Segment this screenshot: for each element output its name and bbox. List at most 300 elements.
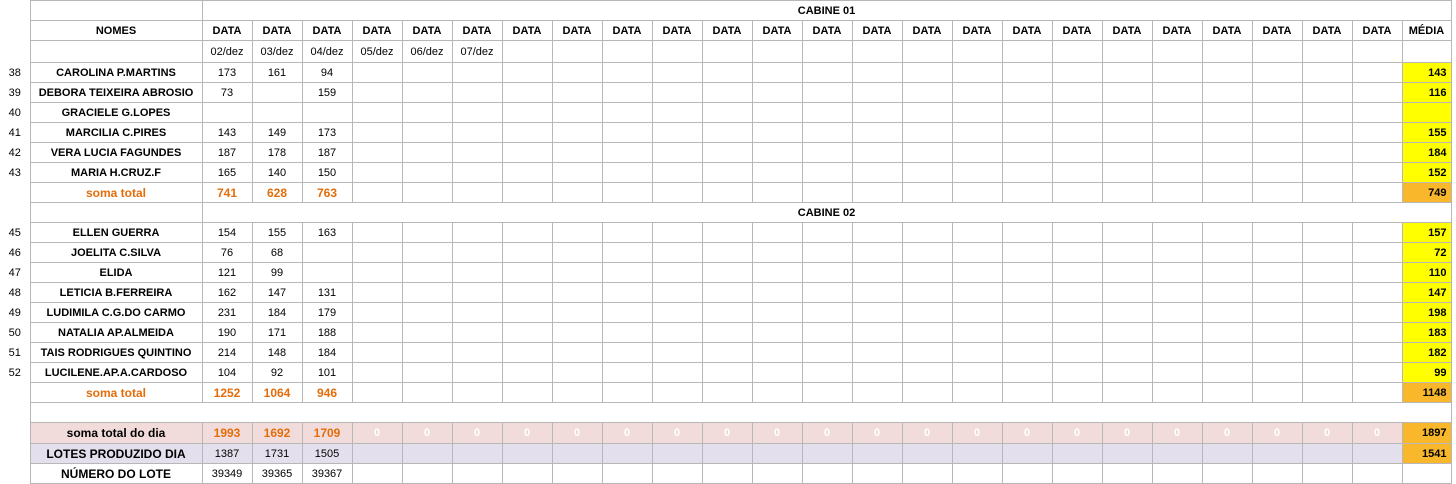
zero-value[interactable]: 0	[452, 183, 502, 203]
numero-lote-value[interactable]	[1202, 464, 1252, 484]
lotes-value[interactable]	[1352, 444, 1402, 464]
numero-lote-value[interactable]	[802, 464, 852, 484]
lotes-value[interactable]: 1505	[302, 444, 352, 464]
value-cell[interactable]	[652, 143, 702, 163]
value-cell[interactable]	[1052, 163, 1102, 183]
total-value[interactable]: 1064	[252, 383, 302, 403]
value-cell[interactable]	[752, 143, 802, 163]
value-cell[interactable]	[552, 283, 602, 303]
zero-value[interactable]: 0	[1152, 383, 1202, 403]
value-cell[interactable]	[802, 243, 852, 263]
value-cell[interactable]	[1252, 83, 1302, 103]
media-cell[interactable]: 198	[1402, 303, 1451, 323]
value-cell[interactable]	[1202, 303, 1252, 323]
value-cell[interactable]	[602, 363, 652, 383]
value-cell[interactable]	[702, 243, 752, 263]
value-cell[interactable]	[1352, 283, 1402, 303]
value-cell[interactable]	[602, 283, 652, 303]
value-cell[interactable]	[1202, 163, 1252, 183]
total-value[interactable]: 741	[202, 183, 252, 203]
value-cell[interactable]	[902, 63, 952, 83]
date-cell[interactable]	[652, 41, 702, 63]
value-cell[interactable]: 178	[252, 143, 302, 163]
media-total[interactable]: 1148	[1402, 383, 1451, 403]
value-cell[interactable]	[502, 303, 552, 323]
value-cell[interactable]: 173	[202, 63, 252, 83]
value-cell[interactable]	[652, 343, 702, 363]
value-cell[interactable]	[802, 143, 852, 163]
value-cell[interactable]	[1052, 243, 1102, 263]
value-cell[interactable]	[402, 263, 452, 283]
zero-value[interactable]: 0	[852, 183, 902, 203]
value-cell[interactable]	[552, 143, 602, 163]
zero-value[interactable]: 0	[852, 423, 902, 444]
value-cell[interactable]	[1152, 283, 1202, 303]
value-cell[interactable]: 121	[202, 263, 252, 283]
value-cell[interactable]	[552, 63, 602, 83]
person-name[interactable]: ELIDA	[30, 263, 202, 283]
value-cell[interactable]	[752, 343, 802, 363]
value-cell[interactable]	[1152, 103, 1202, 123]
lotes-value[interactable]	[852, 444, 902, 464]
zero-value[interactable]: 0	[1052, 383, 1102, 403]
zero-value[interactable]: 0	[1252, 383, 1302, 403]
zero-value[interactable]: 0	[602, 183, 652, 203]
person-name[interactable]: LUCILENE.AP.A.CARDOSO	[30, 363, 202, 383]
value-cell[interactable]	[1202, 123, 1252, 143]
value-cell[interactable]	[802, 83, 852, 103]
value-cell[interactable]	[1102, 123, 1152, 143]
value-cell[interactable]	[1252, 223, 1302, 243]
value-cell[interactable]	[702, 343, 752, 363]
person-name[interactable]: ELLEN GUERRA	[30, 223, 202, 243]
value-cell[interactable]	[352, 63, 402, 83]
zero-value[interactable]: 0	[502, 183, 552, 203]
value-cell[interactable]	[752, 283, 802, 303]
value-cell[interactable]	[352, 343, 402, 363]
value-cell[interactable]	[1202, 343, 1252, 363]
total-value[interactable]: 1252	[202, 383, 252, 403]
value-cell[interactable]	[852, 283, 902, 303]
value-cell[interactable]: 187	[202, 143, 252, 163]
zero-value[interactable]: 0	[1052, 423, 1102, 444]
value-cell[interactable]	[852, 103, 902, 123]
value-cell[interactable]	[602, 323, 652, 343]
value-cell[interactable]	[1152, 303, 1202, 323]
value-cell[interactable]	[652, 63, 702, 83]
value-cell[interactable]	[602, 83, 652, 103]
value-cell[interactable]	[1152, 323, 1202, 343]
numero-lote-value[interactable]	[502, 464, 552, 484]
person-name[interactable]: LETICIA B.FERREIRA	[30, 283, 202, 303]
value-cell[interactable]	[1102, 363, 1152, 383]
value-cell[interactable]	[1202, 223, 1252, 243]
zero-value[interactable]: 0	[1252, 183, 1302, 203]
zero-value[interactable]: 0	[1102, 423, 1152, 444]
value-cell[interactable]	[1002, 243, 1052, 263]
numero-lote-value[interactable]	[352, 464, 402, 484]
zero-value[interactable]: 0	[702, 183, 752, 203]
value-cell[interactable]	[1302, 63, 1352, 83]
value-cell[interactable]: 92	[252, 363, 302, 383]
value-cell[interactable]	[952, 343, 1002, 363]
value-cell[interactable]	[752, 103, 802, 123]
media-cell[interactable]: 183	[1402, 323, 1451, 343]
zero-value[interactable]: 0	[452, 423, 502, 444]
value-cell[interactable]	[1052, 263, 1102, 283]
value-cell[interactable]	[1102, 283, 1152, 303]
soma-dia-value[interactable]: 1993	[202, 423, 252, 444]
value-cell[interactable]	[402, 223, 452, 243]
value-cell[interactable]: 190	[202, 323, 252, 343]
value-cell[interactable]	[1152, 363, 1202, 383]
date-cell[interactable]: 04/dez	[302, 41, 352, 63]
value-cell[interactable]	[602, 163, 652, 183]
value-cell[interactable]	[652, 83, 702, 103]
value-cell[interactable]: 73	[202, 83, 252, 103]
value-cell[interactable]	[602, 63, 652, 83]
value-cell[interactable]	[1152, 163, 1202, 183]
zero-value[interactable]: 0	[552, 383, 602, 403]
numero-lote-value[interactable]	[1052, 464, 1102, 484]
value-cell[interactable]	[1352, 323, 1402, 343]
date-cell[interactable]: 07/dez	[452, 41, 502, 63]
value-cell[interactable]	[1302, 103, 1352, 123]
value-cell[interactable]	[452, 223, 502, 243]
zero-value[interactable]: 0	[1152, 423, 1202, 444]
value-cell[interactable]	[1052, 143, 1102, 163]
value-cell[interactable]	[852, 83, 902, 103]
value-cell[interactable]	[352, 143, 402, 163]
value-cell[interactable]	[1002, 123, 1052, 143]
value-cell[interactable]	[352, 103, 402, 123]
zero-value[interactable]: 0	[1202, 383, 1252, 403]
value-cell[interactable]	[952, 143, 1002, 163]
zero-value[interactable]: 0	[352, 383, 402, 403]
value-cell[interactable]	[902, 103, 952, 123]
value-cell[interactable]	[652, 223, 702, 243]
value-cell[interactable]	[202, 103, 252, 123]
value-cell[interactable]	[1002, 223, 1052, 243]
person-name[interactable]: GRACIELE G.LOPES	[30, 103, 202, 123]
value-cell[interactable]	[902, 123, 952, 143]
value-cell[interactable]	[502, 143, 552, 163]
numero-lote-value[interactable]: 39349	[202, 464, 252, 484]
date-cell[interactable]	[1202, 41, 1252, 63]
lotes-value[interactable]	[1102, 444, 1152, 464]
numero-lote-value[interactable]	[1152, 464, 1202, 484]
value-cell[interactable]	[552, 123, 602, 143]
value-cell[interactable]	[652, 123, 702, 143]
value-cell[interactable]	[552, 103, 602, 123]
value-cell[interactable]	[1302, 303, 1352, 323]
numero-lote-value[interactable]	[902, 464, 952, 484]
value-cell[interactable]	[652, 243, 702, 263]
lotes-value[interactable]: 1387	[202, 444, 252, 464]
value-cell[interactable]	[502, 263, 552, 283]
value-cell[interactable]	[652, 323, 702, 343]
value-cell[interactable]	[1202, 103, 1252, 123]
lotes-value[interactable]	[402, 444, 452, 464]
value-cell[interactable]	[552, 243, 602, 263]
value-cell[interactable]	[1352, 263, 1402, 283]
value-cell[interactable]	[402, 343, 452, 363]
value-cell[interactable]	[902, 163, 952, 183]
value-cell[interactable]	[352, 363, 402, 383]
zero-value[interactable]: 0	[752, 183, 802, 203]
value-cell[interactable]	[402, 243, 452, 263]
value-cell[interactable]	[552, 263, 602, 283]
value-cell[interactable]	[1302, 363, 1352, 383]
value-cell[interactable]	[1052, 323, 1102, 343]
value-cell[interactable]	[552, 83, 602, 103]
zero-value[interactable]: 0	[1302, 183, 1352, 203]
value-cell[interactable]	[902, 263, 952, 283]
value-cell[interactable]	[1352, 143, 1402, 163]
value-cell[interactable]	[1302, 223, 1352, 243]
value-cell[interactable]	[452, 103, 502, 123]
zero-value[interactable]: 0	[1102, 183, 1152, 203]
numero-lote-value[interactable]	[652, 464, 702, 484]
zero-value[interactable]: 0	[752, 423, 802, 444]
value-cell[interactable]	[752, 63, 802, 83]
value-cell[interactable]	[1102, 103, 1152, 123]
zero-value[interactable]: 0	[652, 423, 702, 444]
value-cell[interactable]	[1202, 243, 1252, 263]
value-cell[interactable]	[352, 243, 402, 263]
value-cell[interactable]	[1002, 283, 1052, 303]
lotes-value[interactable]	[1002, 444, 1052, 464]
numero-lote-value[interactable]	[402, 464, 452, 484]
value-cell[interactable]	[402, 303, 452, 323]
value-cell[interactable]	[1152, 63, 1202, 83]
value-cell[interactable]	[552, 303, 602, 323]
value-cell[interactable]	[952, 123, 1002, 143]
value-cell[interactable]	[752, 243, 802, 263]
lotes-value[interactable]	[902, 444, 952, 464]
value-cell[interactable]	[952, 323, 1002, 343]
lotes-value[interactable]	[352, 444, 402, 464]
person-name[interactable]: CAROLINA P.MARTINS	[30, 63, 202, 83]
value-cell[interactable]	[452, 163, 502, 183]
value-cell[interactable]: 184	[302, 343, 352, 363]
value-cell[interactable]	[502, 323, 552, 343]
value-cell[interactable]	[852, 343, 902, 363]
date-cell[interactable]	[1152, 41, 1202, 63]
zero-value[interactable]: 0	[1302, 423, 1352, 444]
date-cell[interactable]: 05/dez	[352, 41, 402, 63]
value-cell[interactable]	[902, 283, 952, 303]
value-cell[interactable]	[852, 303, 902, 323]
zero-value[interactable]: 0	[752, 383, 802, 403]
numero-lote-value[interactable]	[1302, 464, 1352, 484]
zero-value[interactable]: 0	[1052, 183, 1102, 203]
value-cell[interactable]	[1352, 83, 1402, 103]
value-cell[interactable]	[652, 263, 702, 283]
value-cell[interactable]: 159	[302, 83, 352, 103]
lotes-value[interactable]	[1052, 444, 1102, 464]
value-cell[interactable]	[502, 343, 552, 363]
value-cell[interactable]	[1302, 123, 1352, 143]
value-cell[interactable]	[1002, 343, 1052, 363]
media-total[interactable]: 749	[1402, 183, 1451, 203]
value-cell[interactable]	[1152, 223, 1202, 243]
value-cell[interactable]	[452, 83, 502, 103]
media-cell[interactable]: 182	[1402, 343, 1451, 363]
numero-lote-value[interactable]	[1252, 464, 1302, 484]
value-cell[interactable]	[402, 123, 452, 143]
value-cell[interactable]	[1252, 63, 1302, 83]
numero-lote-value[interactable]	[1002, 464, 1052, 484]
value-cell[interactable]	[1252, 343, 1302, 363]
zero-value[interactable]: 0	[702, 383, 752, 403]
value-cell[interactable]	[1152, 83, 1202, 103]
lotes-value[interactable]	[802, 444, 852, 464]
value-cell[interactable]	[602, 303, 652, 323]
person-name[interactable]: JOELITA C.SILVA	[30, 243, 202, 263]
value-cell[interactable]	[1052, 343, 1102, 363]
lotes-value[interactable]	[1152, 444, 1202, 464]
value-cell[interactable]	[852, 323, 902, 343]
value-cell[interactable]	[652, 363, 702, 383]
numero-lote-value[interactable]	[552, 464, 602, 484]
value-cell[interactable]	[352, 323, 402, 343]
value-cell[interactable]	[1102, 83, 1152, 103]
value-cell[interactable]: 148	[252, 343, 302, 363]
zero-value[interactable]: 0	[1002, 183, 1052, 203]
person-name[interactable]: MARCILIA C.PIRES	[30, 123, 202, 143]
value-cell[interactable]	[1152, 243, 1202, 263]
value-cell[interactable]	[902, 363, 952, 383]
value-cell[interactable]	[952, 363, 1002, 383]
value-cell[interactable]	[802, 303, 852, 323]
zero-value[interactable]: 0	[1202, 183, 1252, 203]
value-cell[interactable]	[1352, 363, 1402, 383]
person-name[interactable]: LUDIMILA C.G.DO CARMO	[30, 303, 202, 323]
numero-lote-value[interactable]	[752, 464, 802, 484]
value-cell[interactable]	[952, 243, 1002, 263]
value-cell[interactable]	[352, 263, 402, 283]
value-cell[interactable]	[752, 263, 802, 283]
value-cell[interactable]	[502, 83, 552, 103]
value-cell[interactable]	[952, 283, 1002, 303]
zero-value[interactable]: 0	[1252, 423, 1302, 444]
soma-dia-value[interactable]: 1709	[302, 423, 352, 444]
value-cell[interactable]	[752, 83, 802, 103]
zero-value[interactable]: 0	[1352, 183, 1402, 203]
value-cell[interactable]	[502, 243, 552, 263]
media-cell[interactable]: 147	[1402, 283, 1451, 303]
value-cell[interactable]	[452, 343, 502, 363]
value-cell[interactable]	[302, 263, 352, 283]
value-cell[interactable]	[802, 123, 852, 143]
zero-value[interactable]: 0	[802, 423, 852, 444]
zero-value[interactable]: 0	[1302, 383, 1352, 403]
value-cell[interactable]	[952, 263, 1002, 283]
date-cell[interactable]	[702, 41, 752, 63]
zero-value[interactable]: 0	[802, 183, 852, 203]
numero-lote-value[interactable]	[1352, 464, 1402, 484]
value-cell[interactable]	[952, 63, 1002, 83]
media-cell[interactable]: 152	[1402, 163, 1451, 183]
value-cell[interactable]	[752, 223, 802, 243]
media-cell[interactable]	[1402, 103, 1451, 123]
value-cell[interactable]	[652, 283, 702, 303]
value-cell[interactable]	[752, 323, 802, 343]
value-cell[interactable]	[1352, 63, 1402, 83]
value-cell[interactable]	[752, 303, 802, 323]
value-cell[interactable]	[402, 363, 452, 383]
soma-dia-value[interactable]: 1692	[252, 423, 302, 444]
value-cell[interactable]	[602, 263, 652, 283]
value-cell[interactable]	[452, 363, 502, 383]
value-cell[interactable]	[702, 83, 752, 103]
value-cell[interactable]	[1152, 123, 1202, 143]
value-cell[interactable]	[352, 163, 402, 183]
zero-value[interactable]: 0	[1352, 423, 1402, 444]
value-cell[interactable]	[452, 123, 502, 143]
media-cell[interactable]: 110	[1402, 263, 1451, 283]
value-cell[interactable]	[952, 83, 1002, 103]
zero-value[interactable]: 0	[952, 183, 1002, 203]
value-cell[interactable]	[1302, 143, 1352, 163]
person-name[interactable]: MARIA H.CRUZ.F	[30, 163, 202, 183]
value-cell[interactable]	[1152, 143, 1202, 163]
lotes-value[interactable]	[702, 444, 752, 464]
value-cell[interactable]	[652, 303, 702, 323]
zero-value[interactable]: 0	[552, 183, 602, 203]
zero-value[interactable]: 0	[352, 423, 402, 444]
value-cell[interactable]	[852, 363, 902, 383]
value-cell[interactable]: 231	[202, 303, 252, 323]
value-cell[interactable]	[1002, 143, 1052, 163]
value-cell[interactable]	[602, 123, 652, 143]
value-cell[interactable]	[1102, 303, 1152, 323]
value-cell[interactable]	[502, 123, 552, 143]
total-value[interactable]: 946	[302, 383, 352, 403]
value-cell[interactable]	[602, 143, 652, 163]
zero-value[interactable]: 0	[652, 183, 702, 203]
numero-lote-value[interactable]	[952, 464, 1002, 484]
value-cell[interactable]: 162	[202, 283, 252, 303]
value-cell[interactable]	[852, 143, 902, 163]
value-cell[interactable]: 131	[302, 283, 352, 303]
value-cell[interactable]: 188	[302, 323, 352, 343]
value-cell[interactable]	[502, 103, 552, 123]
zero-value[interactable]: 0	[1002, 383, 1052, 403]
value-cell[interactable]	[1352, 243, 1402, 263]
value-cell[interactable]: 99	[252, 263, 302, 283]
value-cell[interactable]	[352, 223, 402, 243]
value-cell[interactable]	[1152, 263, 1202, 283]
value-cell[interactable]	[752, 123, 802, 143]
value-cell[interactable]	[252, 103, 302, 123]
value-cell[interactable]	[1102, 63, 1152, 83]
value-cell[interactable]	[902, 243, 952, 263]
value-cell[interactable]	[1102, 263, 1152, 283]
value-cell[interactable]	[1202, 63, 1252, 83]
value-cell[interactable]	[1252, 263, 1302, 283]
value-cell[interactable]: 94	[302, 63, 352, 83]
value-cell[interactable]	[1052, 123, 1102, 143]
value-cell[interactable]	[852, 63, 902, 83]
value-cell[interactable]	[952, 163, 1002, 183]
value-cell[interactable]	[452, 283, 502, 303]
date-cell[interactable]	[602, 41, 652, 63]
value-cell[interactable]	[352, 283, 402, 303]
zero-value[interactable]: 0	[802, 383, 852, 403]
value-cell[interactable]	[1002, 323, 1052, 343]
